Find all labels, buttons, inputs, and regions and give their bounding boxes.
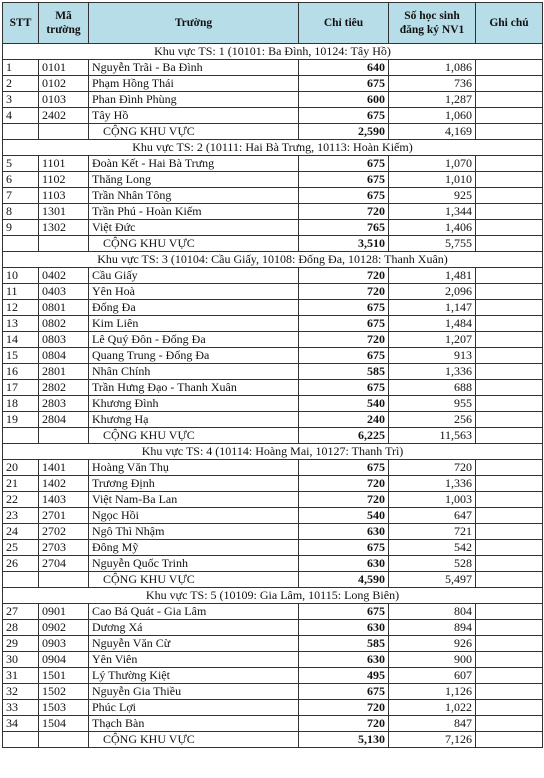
- stt-cell: 9: [3, 220, 39, 236]
- school-code-cell: 1401: [39, 460, 89, 476]
- note-cell: [476, 716, 543, 732]
- registered-cell: 1,481: [389, 268, 476, 284]
- school-code-cell: 2702: [39, 524, 89, 540]
- school-code-cell: 0101: [39, 60, 89, 76]
- note-cell: [476, 268, 543, 284]
- stt-cell: 19: [3, 412, 39, 428]
- region-header-row: [3, 44, 543, 60]
- note-cell: [476, 476, 543, 492]
- empty-cell: [3, 572, 39, 588]
- school-code-cell: 0804: [39, 348, 89, 364]
- region-header-row: [3, 252, 543, 268]
- table-row: [3, 460, 543, 476]
- registered-cell: 1,086: [389, 60, 476, 76]
- stt-cell: 13: [3, 316, 39, 332]
- registered-cell: 607: [389, 668, 476, 684]
- total-registered-cell: 4,169: [389, 124, 476, 140]
- stt-cell: 28: [3, 620, 39, 636]
- stt-cell: 18: [3, 396, 39, 412]
- note-cell: [476, 492, 543, 508]
- table-row: [3, 284, 543, 300]
- table-row: [3, 508, 543, 524]
- stt-cell: 25: [3, 540, 39, 556]
- school-code-cell: 2801: [39, 364, 89, 380]
- region-total-row: [3, 124, 543, 140]
- header-quota: Chỉ tiêu: [299, 3, 389, 44]
- registered-cell: 955: [389, 396, 476, 412]
- total-quota-cell: 3,510: [299, 236, 389, 252]
- quota-cell: 675: [299, 316, 389, 332]
- school-code-cell: 2804: [39, 412, 89, 428]
- quota-cell: 675: [299, 348, 389, 364]
- school-name-cell: Việt Nam-Ba Lan: [89, 492, 299, 508]
- school-name-cell: Nguyễn Văn Cừ: [89, 636, 299, 652]
- quota-cell: 720: [299, 284, 389, 300]
- note-cell: [476, 92, 543, 108]
- registered-cell: 736: [389, 76, 476, 92]
- stt-cell: 34: [3, 716, 39, 732]
- total-quota-cell: 5,130: [299, 732, 389, 748]
- stt-cell: 1: [3, 60, 39, 76]
- registered-cell: 900: [389, 652, 476, 668]
- enrollment-sheet: [2, 2, 542, 748]
- quota-cell: 720: [299, 716, 389, 732]
- school-name-cell: Cầu Giấy: [89, 268, 299, 284]
- total-quota-cell: 6,225: [299, 428, 389, 444]
- school-name-cell: Khương Đình: [89, 396, 299, 412]
- table-row: [3, 636, 543, 652]
- school-name-cell: Phan Đình Phùng: [89, 92, 299, 108]
- table-row: [3, 380, 543, 396]
- school-code-cell: 2402: [39, 108, 89, 124]
- total-label: CỘNG KHU VỰC: [89, 732, 299, 748]
- school-name-cell: Lê Quý Đôn - Đống Đa: [89, 332, 299, 348]
- school-code-cell: 2704: [39, 556, 89, 572]
- note-cell: [476, 108, 543, 124]
- quota-cell: 640: [299, 60, 389, 76]
- registered-cell: 926: [389, 636, 476, 652]
- empty-cell: [476, 428, 543, 444]
- registered-cell: 1,484: [389, 316, 476, 332]
- school-name-cell: Cao Bá Quát - Gia Lâm: [89, 604, 299, 620]
- school-code-cell: 0102: [39, 76, 89, 92]
- table-row: [3, 268, 543, 284]
- note-cell: [476, 332, 543, 348]
- empty-cell: [476, 732, 543, 748]
- table-row: [3, 524, 543, 540]
- table-row: [3, 156, 543, 172]
- school-name-cell: Hoàng Văn Thụ: [89, 460, 299, 476]
- table-row: [3, 188, 543, 204]
- school-name-cell: Đông Mỹ: [89, 540, 299, 556]
- school-name-cell: Quang Trung - Đống Đa: [89, 348, 299, 364]
- school-quota-table: [2, 2, 543, 748]
- quota-cell: 720: [299, 332, 389, 348]
- quota-cell: 675: [299, 604, 389, 620]
- stt-cell: 23: [3, 508, 39, 524]
- quota-cell: 540: [299, 508, 389, 524]
- school-name-cell: Kim Liên: [89, 316, 299, 332]
- school-name-cell: Khương Hạ: [89, 412, 299, 428]
- empty-cell: [39, 124, 89, 140]
- quota-cell: 675: [299, 172, 389, 188]
- stt-cell: 22: [3, 492, 39, 508]
- registered-cell: 721: [389, 524, 476, 540]
- school-code-cell: 2802: [39, 380, 89, 396]
- note-cell: [476, 684, 543, 700]
- school-code-cell: 2803: [39, 396, 89, 412]
- stt-cell: 12: [3, 300, 39, 316]
- note-cell: [476, 300, 543, 316]
- school-name-cell: Nhân Chính: [89, 364, 299, 380]
- school-code-cell: 0903: [39, 636, 89, 652]
- note-cell: [476, 412, 543, 428]
- quota-cell: 675: [299, 684, 389, 700]
- note-cell: [476, 668, 543, 684]
- note-cell: [476, 524, 543, 540]
- quota-cell: 720: [299, 476, 389, 492]
- empty-cell: [39, 428, 89, 444]
- quota-cell: 720: [299, 268, 389, 284]
- stt-cell: 6: [3, 172, 39, 188]
- stt-cell: 21: [3, 476, 39, 492]
- school-code-cell: 1503: [39, 700, 89, 716]
- registered-cell: 1,336: [389, 364, 476, 380]
- region-total-row: [3, 732, 543, 748]
- school-name-cell: Phúc Lợi: [89, 700, 299, 716]
- school-name-cell: Thạch Bàn: [89, 716, 299, 732]
- school-code-cell: 1502: [39, 684, 89, 700]
- stt-cell: 14: [3, 332, 39, 348]
- school-name-cell: Nguyễn Gia Thiều: [89, 684, 299, 700]
- note-cell: [476, 188, 543, 204]
- school-code-cell: 0403: [39, 284, 89, 300]
- registered-cell: 647: [389, 508, 476, 524]
- registered-cell: 1,010: [389, 172, 476, 188]
- stt-cell: 2: [3, 76, 39, 92]
- note-cell: [476, 636, 543, 652]
- note-cell: [476, 380, 543, 396]
- table-row: [3, 316, 543, 332]
- registered-cell: 1,003: [389, 492, 476, 508]
- school-name-cell: Trần Nhân Tông: [89, 188, 299, 204]
- school-name-cell: Ngọc Hồi: [89, 508, 299, 524]
- note-cell: [476, 316, 543, 332]
- header-school: Trường: [89, 3, 299, 44]
- quota-cell: 630: [299, 556, 389, 572]
- region-title: Khu vực TS: 5 (10109: Gia Lâm, 10115: Long Biên): [3, 588, 543, 604]
- total-label: CỘNG KHU VỰC: [89, 236, 299, 252]
- note-cell: [476, 348, 543, 364]
- note-cell: [476, 76, 543, 92]
- region-header-row: [3, 140, 543, 156]
- note-cell: [476, 220, 543, 236]
- table-row: [3, 476, 543, 492]
- table-row: [3, 620, 543, 636]
- table-body: [3, 44, 543, 748]
- empty-cell: [3, 236, 39, 252]
- school-code-cell: 1301: [39, 204, 89, 220]
- stt-cell: 31: [3, 668, 39, 684]
- registered-cell: 1,287: [389, 92, 476, 108]
- table-row: [3, 60, 543, 76]
- note-cell: [476, 652, 543, 668]
- stt-cell: 30: [3, 652, 39, 668]
- registered-cell: 256: [389, 412, 476, 428]
- header-school-code: Mã trường: [39, 3, 89, 44]
- school-code-cell: 1103: [39, 188, 89, 204]
- table-row: [3, 204, 543, 220]
- registered-cell: 1,406: [389, 220, 476, 236]
- stt-cell: 20: [3, 460, 39, 476]
- stt-cell: 15: [3, 348, 39, 364]
- registered-cell: 542: [389, 540, 476, 556]
- note-cell: [476, 156, 543, 172]
- header-stt: STT: [3, 3, 39, 44]
- note-cell: [476, 508, 543, 524]
- quota-cell: 675: [299, 460, 389, 476]
- quota-cell: 675: [299, 188, 389, 204]
- school-code-cell: 0103: [39, 92, 89, 108]
- registered-cell: 1,070: [389, 156, 476, 172]
- registered-cell: 847: [389, 716, 476, 732]
- school-code-cell: 0802: [39, 316, 89, 332]
- quota-cell: 675: [299, 380, 389, 396]
- school-name-cell: Trương Định: [89, 476, 299, 492]
- empty-cell: [39, 572, 89, 588]
- header-note: Ghi chú: [476, 3, 543, 44]
- table-row: [3, 716, 543, 732]
- school-code-cell: 2701: [39, 508, 89, 524]
- empty-cell: [3, 124, 39, 140]
- stt-cell: 10: [3, 268, 39, 284]
- school-name-cell: Dương Xá: [89, 620, 299, 636]
- stt-cell: 24: [3, 524, 39, 540]
- school-code-cell: 0902: [39, 620, 89, 636]
- quota-cell: 675: [299, 108, 389, 124]
- total-registered-cell: 11,563: [389, 428, 476, 444]
- table-row: [3, 396, 543, 412]
- table-row: [3, 604, 543, 620]
- school-name-cell: Đống Đa: [89, 300, 299, 316]
- quota-cell: 495: [299, 668, 389, 684]
- school-code-cell: 1501: [39, 668, 89, 684]
- registered-cell: 1,147: [389, 300, 476, 316]
- registered-cell: 1,022: [389, 700, 476, 716]
- school-name-cell: Việt Đức: [89, 220, 299, 236]
- total-registered-cell: 5,755: [389, 236, 476, 252]
- note-cell: [476, 556, 543, 572]
- registered-cell: 1,060: [389, 108, 476, 124]
- note-cell: [476, 364, 543, 380]
- quota-cell: 675: [299, 540, 389, 556]
- total-registered-cell: 5,497: [389, 572, 476, 588]
- region-title: Khu vực TS: 2 (10111: Hai Bà Trưng, 10113: Hoàn Kiếm): [3, 140, 543, 156]
- registered-cell: 1,126: [389, 684, 476, 700]
- school-code-cell: 0803: [39, 332, 89, 348]
- table-row: [3, 108, 543, 124]
- school-name-cell: Trần Hưng Đạo - Thanh Xuân: [89, 380, 299, 396]
- school-code-cell: 0904: [39, 652, 89, 668]
- stt-cell: 8: [3, 204, 39, 220]
- note-cell: [476, 60, 543, 76]
- school-name-cell: Nguyễn Trãi - Ba Đình: [89, 60, 299, 76]
- table-row: [3, 556, 543, 572]
- school-name-cell: Ngô Thì Nhậm: [89, 524, 299, 540]
- quota-cell: 720: [299, 204, 389, 220]
- school-code-cell: 1402: [39, 476, 89, 492]
- empty-cell: [476, 572, 543, 588]
- registered-cell: 1,336: [389, 476, 476, 492]
- registered-cell: 688: [389, 380, 476, 396]
- registered-cell: 1,344: [389, 204, 476, 220]
- region-title: Khu vực TS: 3 (10104: Cầu Giấy, 10108: Đống Đa, 10128: Thanh Xuân): [3, 252, 543, 268]
- stt-cell: 5: [3, 156, 39, 172]
- quota-cell: 630: [299, 524, 389, 540]
- school-code-cell: 2703: [39, 540, 89, 556]
- school-name-cell: Tây Hồ: [89, 108, 299, 124]
- quota-cell: 675: [299, 76, 389, 92]
- total-label: CỘNG KHU VỰC: [89, 124, 299, 140]
- quota-cell: 540: [299, 396, 389, 412]
- total-quota-cell: 2,590: [299, 124, 389, 140]
- table-row: [3, 76, 543, 92]
- table-row: [3, 364, 543, 380]
- registered-cell: 913: [389, 348, 476, 364]
- region-total-row: [3, 236, 543, 252]
- school-name-cell: Phạm Hồng Thái: [89, 76, 299, 92]
- region-header-row: [3, 444, 543, 460]
- registered-cell: 804: [389, 604, 476, 620]
- table-row: [3, 540, 543, 556]
- note-cell: [476, 396, 543, 412]
- stt-cell: 3: [3, 92, 39, 108]
- school-name-cell: Nguyễn Quốc Trinh: [89, 556, 299, 572]
- stt-cell: 16: [3, 364, 39, 380]
- quota-cell: 630: [299, 620, 389, 636]
- school-code-cell: 0402: [39, 268, 89, 284]
- region-total-row: [3, 572, 543, 588]
- region-title: Khu vực TS: 4 (10114: Hoàng Mai, 10127: Thanh Trì): [3, 444, 543, 460]
- note-cell: [476, 284, 543, 300]
- table-row: [3, 652, 543, 668]
- registered-cell: 2,096: [389, 284, 476, 300]
- school-name-cell: Trần Phú - Hoàn Kiếm: [89, 204, 299, 220]
- school-code-cell: 0801: [39, 300, 89, 316]
- stt-cell: 29: [3, 636, 39, 652]
- school-name-cell: Yên Viên: [89, 652, 299, 668]
- stt-cell: 11: [3, 284, 39, 300]
- total-quota-cell: 4,590: [299, 572, 389, 588]
- school-name-cell: Yên Hoà: [89, 284, 299, 300]
- stt-cell: 33: [3, 700, 39, 716]
- school-code-cell: 0901: [39, 604, 89, 620]
- quota-cell: 675: [299, 300, 389, 316]
- registered-cell: 894: [389, 620, 476, 636]
- table-row: [3, 492, 543, 508]
- school-name-cell: Lý Thường Kiệt: [89, 668, 299, 684]
- stt-cell: 27: [3, 604, 39, 620]
- stt-cell: 7: [3, 188, 39, 204]
- school-code-cell: 1302: [39, 220, 89, 236]
- table-row: [3, 220, 543, 236]
- empty-cell: [39, 236, 89, 252]
- table-row: [3, 684, 543, 700]
- note-cell: [476, 604, 543, 620]
- registered-cell: 528: [389, 556, 476, 572]
- quota-cell: 630: [299, 652, 389, 668]
- table-row: [3, 348, 543, 364]
- quota-cell: 675: [299, 156, 389, 172]
- empty-cell: [476, 236, 543, 252]
- quota-cell: 720: [299, 492, 389, 508]
- empty-cell: [3, 428, 39, 444]
- note-cell: [476, 460, 543, 476]
- school-code-cell: 1403: [39, 492, 89, 508]
- total-label: CỘNG KHU VỰC: [89, 428, 299, 444]
- stt-cell: 32: [3, 684, 39, 700]
- registered-cell: 1,207: [389, 332, 476, 348]
- table-row: [3, 700, 543, 716]
- school-code-cell: 1504: [39, 716, 89, 732]
- quota-cell: 600: [299, 92, 389, 108]
- total-label: CỘNG KHU VỰC: [89, 572, 299, 588]
- stt-cell: 4: [3, 108, 39, 124]
- note-cell: [476, 204, 543, 220]
- empty-cell: [476, 124, 543, 140]
- header-row: [3, 3, 543, 44]
- school-name-cell: Thăng Long: [89, 172, 299, 188]
- school-name-cell: Đoàn Kết - Hai Bà Trưng: [89, 156, 299, 172]
- note-cell: [476, 172, 543, 188]
- school-code-cell: 1101: [39, 156, 89, 172]
- table-row: [3, 332, 543, 348]
- empty-cell: [39, 732, 89, 748]
- header-registered: Số học sinh đăng ký NV1: [389, 3, 476, 44]
- region-header-row: [3, 588, 543, 604]
- total-registered-cell: 7,126: [389, 732, 476, 748]
- table-row: [3, 92, 543, 108]
- registered-cell: 925: [389, 188, 476, 204]
- stt-cell: 26: [3, 556, 39, 572]
- region-title: Khu vực TS: 1 (10101: Ba Đình, 10124: Tây Hồ): [3, 44, 543, 60]
- note-cell: [476, 620, 543, 636]
- table-row: [3, 668, 543, 684]
- quota-cell: 720: [299, 700, 389, 716]
- table-row: [3, 300, 543, 316]
- empty-cell: [3, 732, 39, 748]
- school-code-cell: 1102: [39, 172, 89, 188]
- stt-cell: 17: [3, 380, 39, 396]
- table-row: [3, 412, 543, 428]
- region-total-row: [3, 428, 543, 444]
- table-row: [3, 172, 543, 188]
- quota-cell: 240: [299, 412, 389, 428]
- quota-cell: 585: [299, 636, 389, 652]
- registered-cell: 720: [389, 460, 476, 476]
- note-cell: [476, 540, 543, 556]
- note-cell: [476, 700, 543, 716]
- quota-cell: 765: [299, 220, 389, 236]
- quota-cell: 585: [299, 364, 389, 380]
